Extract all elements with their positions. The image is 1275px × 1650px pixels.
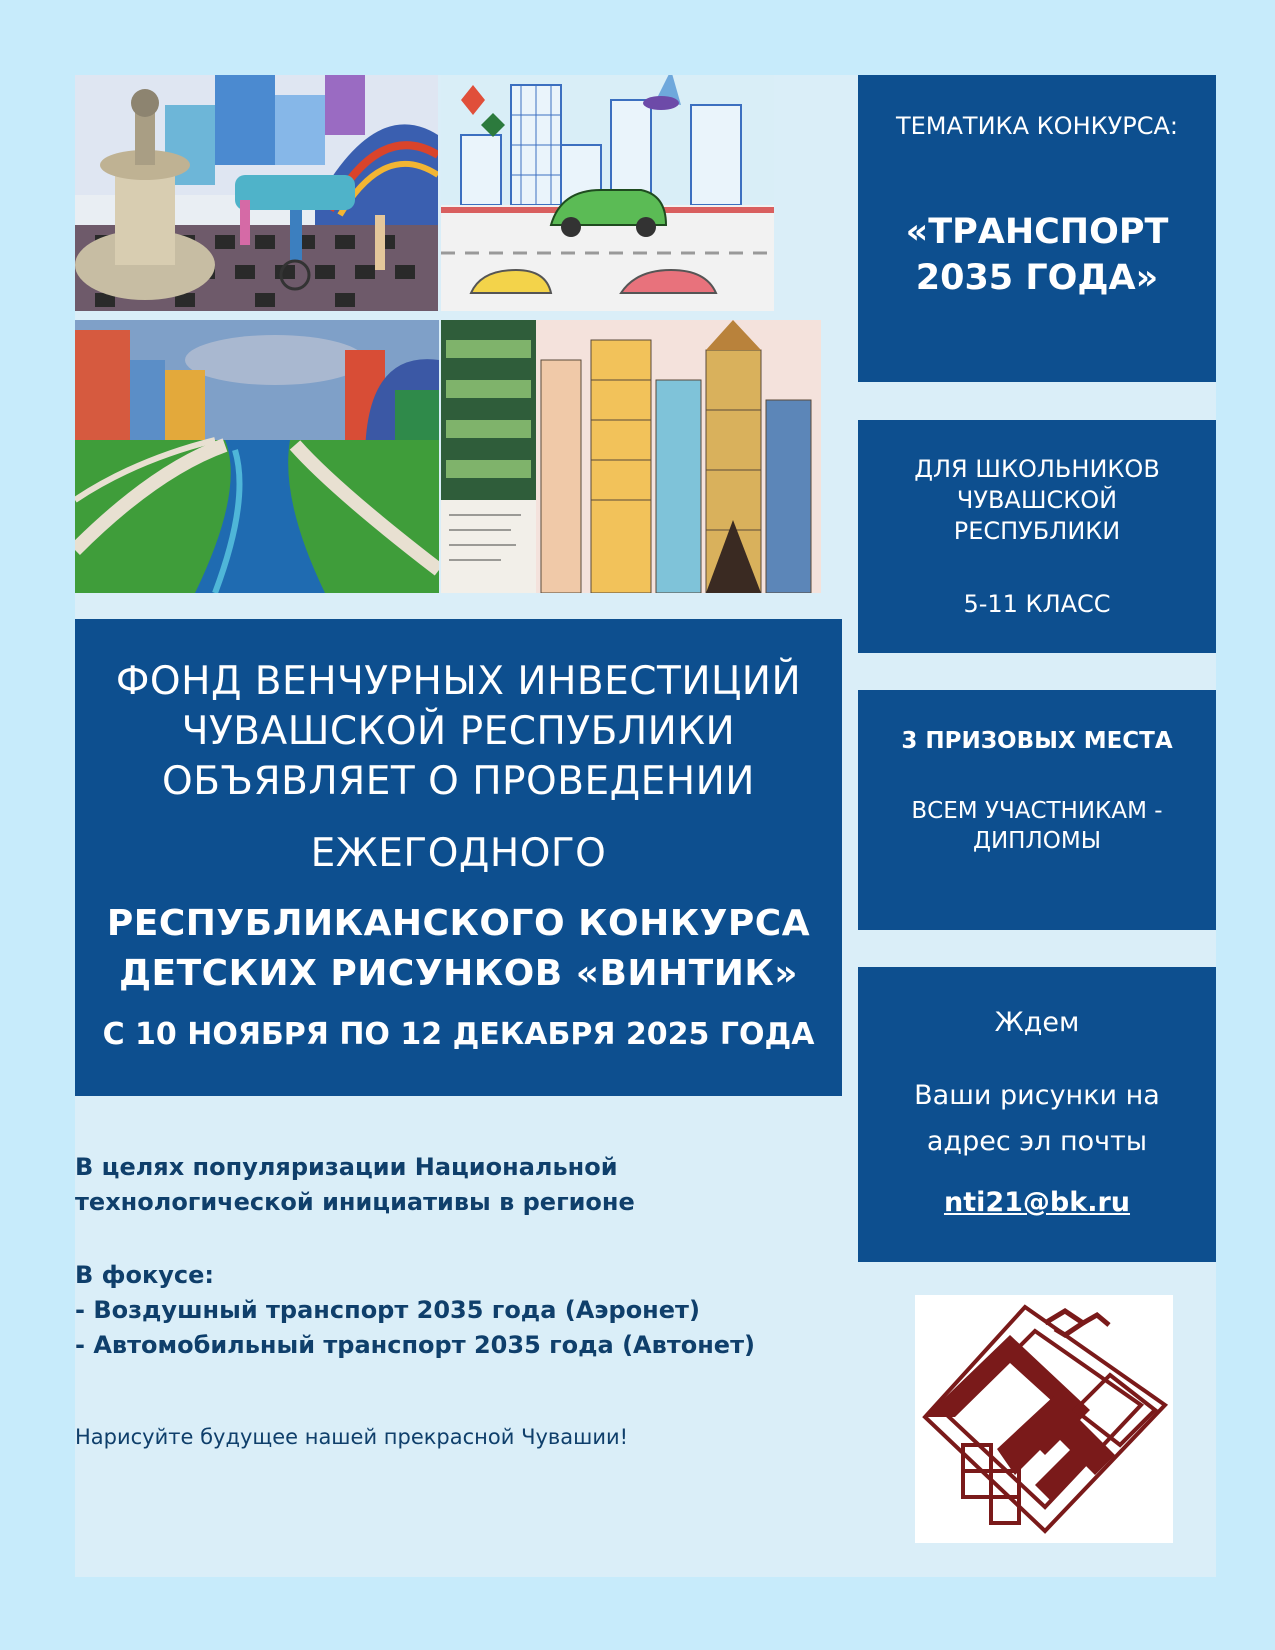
- purpose-line1: В целях популяризации Национальной: [75, 1153, 618, 1181]
- contact-text: [858, 1073, 1216, 1165]
- theme-heading: ТЕМАТИКА КОНКУРСА:: [895, 112, 1179, 140]
- audience-line1: ДЛЯ ШКОЛЬНИКОВ: [914, 455, 1160, 483]
- announcement-line3: ОБЪЯВЛЯЕТ О ПРОВЕДЕНИИ: [162, 759, 755, 804]
- fund-logo: [915, 1295, 1173, 1543]
- focus-item-aeronet: - Воздушный транспорт 2035 года (Аэронет): [75, 1296, 700, 1324]
- announcement-line4: ЕЖЕГОДНОГО: [310, 831, 607, 876]
- audience-line3: РЕСПУБЛИКИ: [953, 517, 1121, 545]
- drawing-towers: [441, 320, 821, 593]
- contest-title-line2: ДЕТСКИХ РИСУНКОВ «ВИНТИК»: [118, 953, 799, 994]
- announcement-box: [75, 619, 842, 1096]
- prizes-line1: ВСЕМ УЧАСТНИКАМ -: [911, 798, 1163, 824]
- audience-line2: ЧУВАШСКОЙ: [956, 486, 1118, 514]
- focus-heading: В фокусе:: [75, 1261, 214, 1289]
- slogan: Нарисуйте будущее нашей прекрасной Чувашии!: [75, 1425, 629, 1449]
- drawing-river-city: [75, 320, 439, 593]
- focus-item-autonet: - Автомобильный транспорт 2035 года (Автонет): [75, 1331, 755, 1359]
- purpose-line2: технологической инициативы в регионе: [75, 1188, 635, 1216]
- drawing-cars-skyscrapers: [441, 75, 774, 311]
- prizes-diplomas: [858, 796, 1216, 856]
- contact-line3: адрес эл почты: [926, 1126, 1148, 1157]
- theme-title-line1: «ТРАНСПОРТ: [905, 212, 1169, 252]
- contact-line1: Ждем: [994, 1007, 1080, 1038]
- email-link[interactable]: nti21@bk.ru: [943, 1187, 1131, 1218]
- focus-list: [75, 1258, 755, 1363]
- purpose-text: [75, 1150, 635, 1220]
- prizes-box: [858, 690, 1216, 930]
- contact-box: [858, 967, 1216, 1262]
- announcement-line1: ФОНД ВЕНЧУРНЫХ ИНВЕСТИЦИЙ: [115, 659, 802, 704]
- audience-box: [858, 420, 1216, 653]
- audience-text: [858, 420, 1216, 620]
- prizes-places: 3 ПРИЗОВЫХ МЕСТА: [901, 728, 1173, 754]
- audience-grades: 5-11 КЛАСС: [963, 590, 1111, 618]
- contest-title-line1: РЕСПУБЛИКАНСКОГО КОНКУРСА: [106, 903, 811, 944]
- email-row: [858, 1185, 1216, 1221]
- theme-title: [858, 209, 1216, 301]
- contact-line2: Ваши рисунки на: [914, 1080, 1160, 1111]
- theme-box: [858, 75, 1216, 382]
- announcement-line2: ЧУВАШСКОЙ РЕСПУБЛИКИ: [181, 709, 736, 754]
- theme-title-line2: 2035 ГОДА»: [915, 258, 1159, 298]
- handshake-logo-icon: [915, 1295, 1173, 1543]
- contest-dates: С 10 НОЯБРЯ ПО 12 ДЕКАБРЯ 2025 ГОДА: [102, 1017, 815, 1052]
- drawing-fountain-city: [75, 75, 438, 311]
- prizes-line2: ДИПЛОМЫ: [972, 828, 1101, 854]
